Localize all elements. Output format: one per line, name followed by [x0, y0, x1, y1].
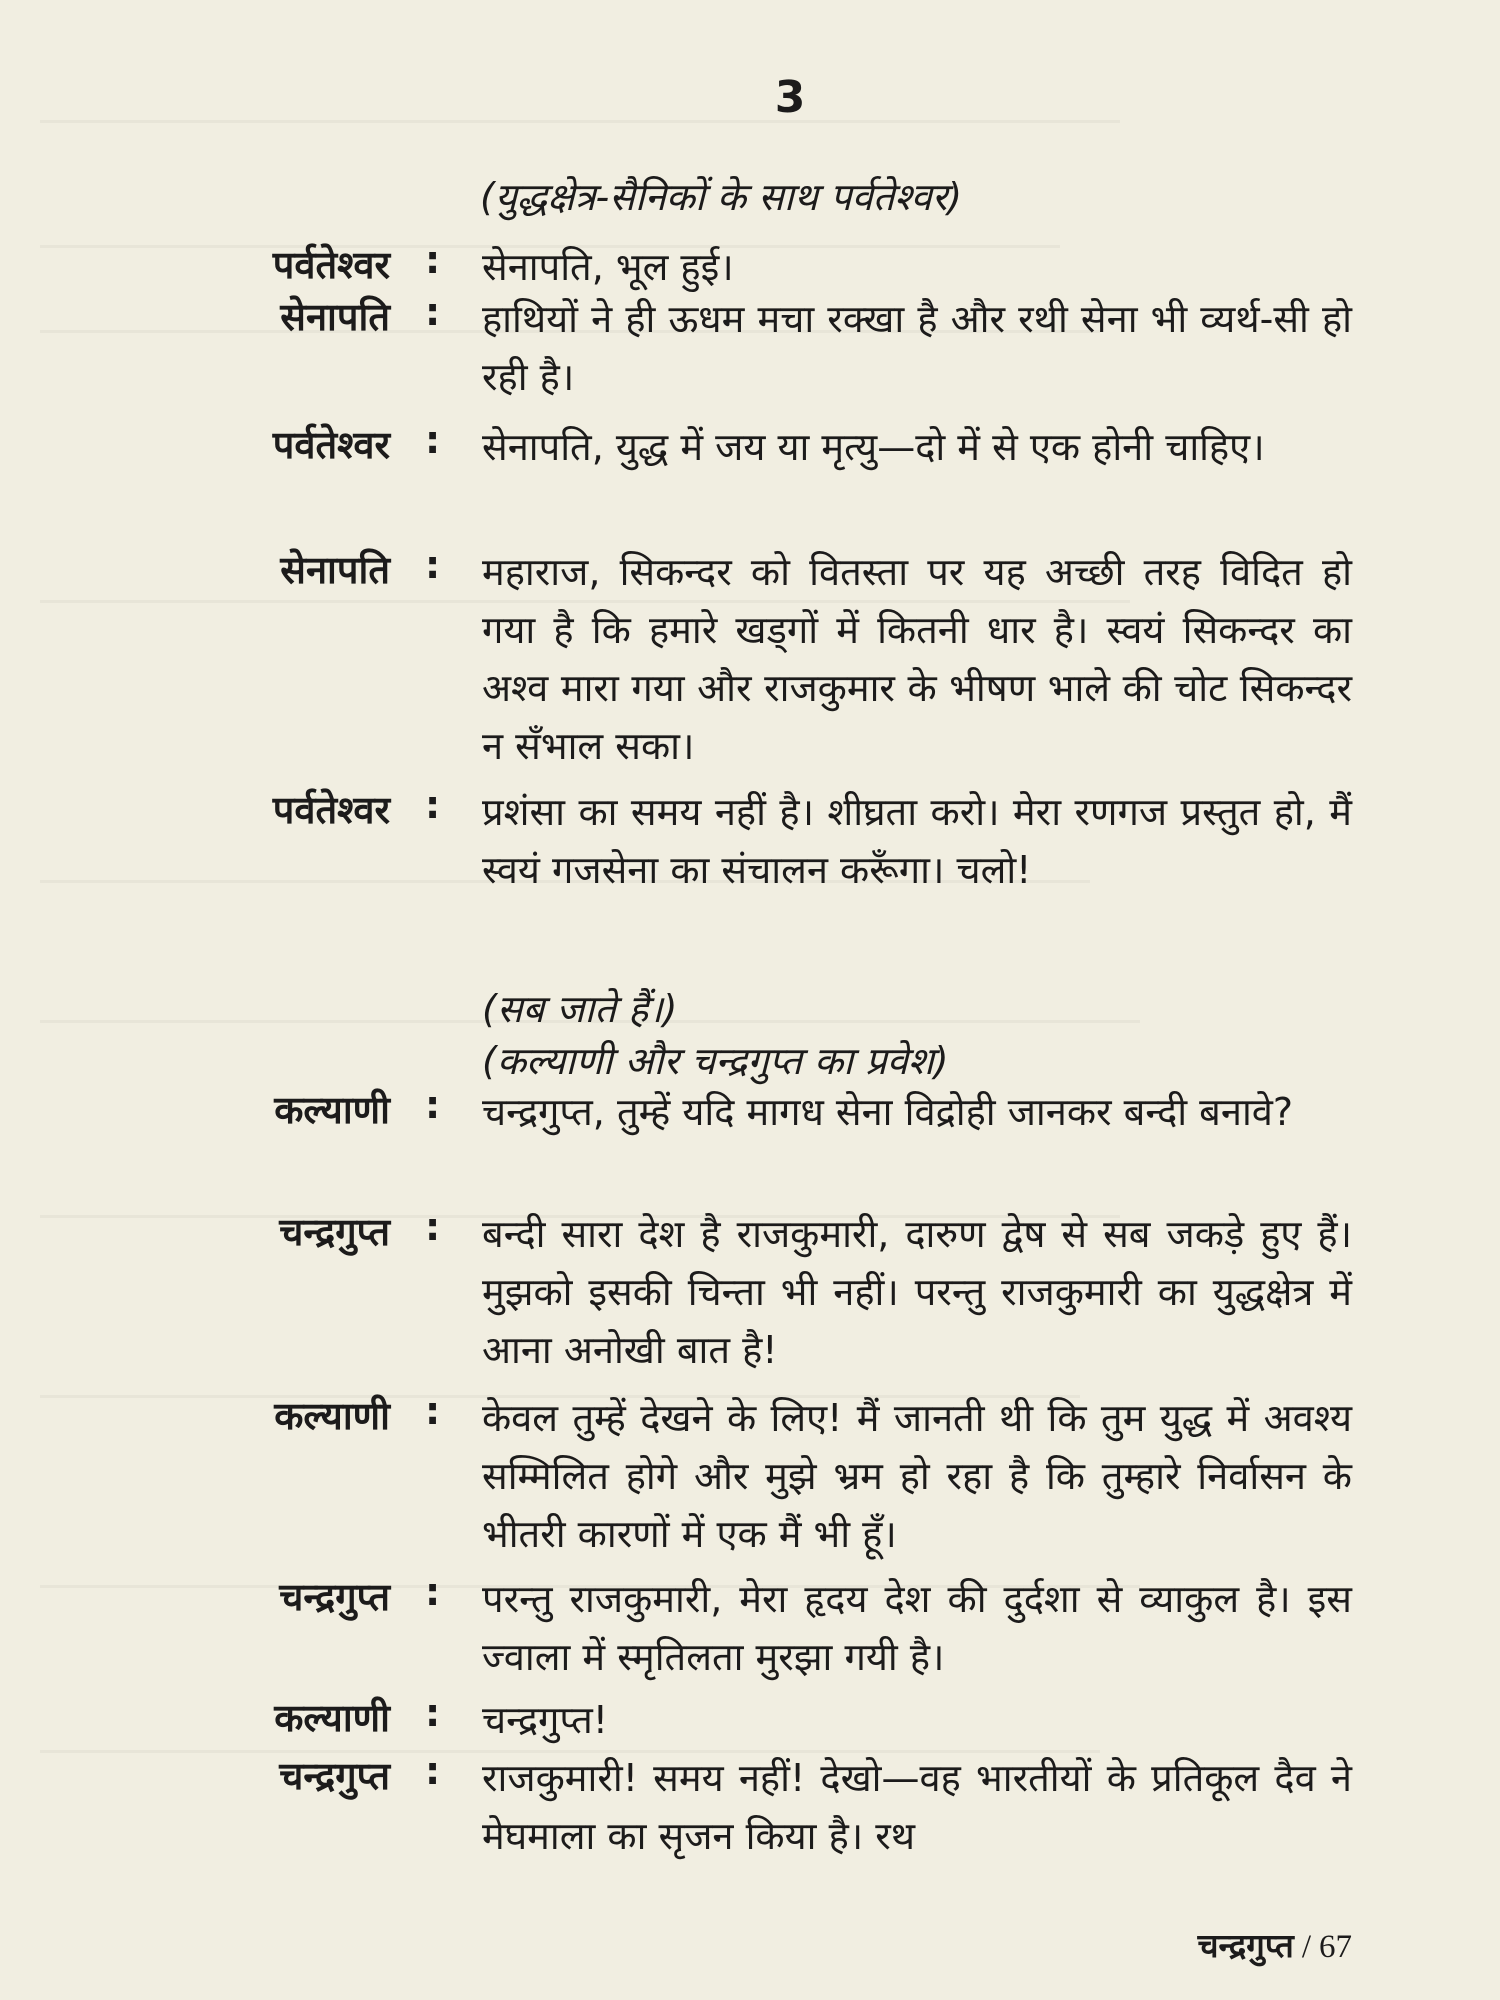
speaker-name: चन्द्रगुप्त [279, 1754, 390, 1798]
speaker-name: चन्द्रगुप्त [279, 1575, 390, 1619]
dialogue-text: केवल तुम्हें देखने के लिए! मैं जानती थी कि तुम युद्ध में अवश्य सम्मिलित होगे और मुझे भ्रम हो रहा है कि तुम्हारे निर्वासन के भीतरी कारणों में एक मैं भी हूँ। [482, 1396, 1352, 1556]
dialogue-text: परन्तु राजकुमारी, मेरा हृदय देश की दुर्दशा से व्याकुल है। इस ज्वाला में स्मृतिलता मुरझा गयी है। [482, 1577, 1352, 1679]
speaker-separator: : [425, 1205, 441, 1249]
speaker-name: सेनापति [280, 295, 390, 339]
dialogue-text: महाराज, सिकन्दर को वितस्ता पर यह अच्छी तरह विदित हो गया है कि हमारे खड्गों में कितनी धार है। स्वयं सिकन्दर का अश्व मारा गया और राजकुमार के भीषण भाले की चोट सिकन्दर न सँभाल सका। [482, 550, 1352, 768]
speaker-separator: : [425, 1083, 441, 1127]
speaker-name: पर्वतेश्वर [272, 788, 390, 832]
speaker-name: कल्याणी [274, 1394, 390, 1438]
footer-book-title: चन्द्रगुप्त [1197, 1926, 1294, 1965]
speaker-separator: : [425, 1691, 441, 1735]
dialogue-text: चन्द्रगुप्त, तुम्हें यदि मागध सेना विद्रोही जानकर बन्दी बनावे? [482, 1090, 1294, 1134]
dialogue-text: सेनापति, भूल हुई। [482, 245, 734, 289]
dialogue-text: सेनापति, युद्ध में जय या मृत्यु—दो में से एक होनी चाहिए। [482, 425, 1265, 469]
speaker-name: सेनापति [280, 548, 390, 592]
speaker-name: कल्याणी [274, 1088, 390, 1132]
dialogue-text: हाथियों ने ही ऊधम मचा रक्खा है और रथी सेना भी व्यर्थ-सी हो रही है। [482, 297, 1352, 399]
dialogue-text: प्रशंसा का समय नहीं है। शीघ्रता करो। मेरा रणगज प्रस्तुत हो, मैं स्वयं गजसेना का संचालन करूँगा। चलो! [482, 790, 1352, 892]
stage-direction-exit: (सब जाते हैं।) [482, 987, 678, 1031]
speaker-separator: : [425, 1570, 441, 1614]
speaker-separator: : [425, 290, 441, 334]
speaker-separator: : [425, 238, 441, 282]
running-footer [1198, 1922, 1352, 1967]
dialogue-text: राजकुमारी! समय नहीं! देखो—वह भारतीयों के प्रतिकूल दैव ने मेघमाला का सृजन किया है। रथ [482, 1756, 1352, 1858]
speaker-name: पर्वतेश्वर [272, 423, 390, 467]
dialogue-text: चन्द्रगुप्त! [482, 1698, 609, 1742]
speaker-separator: : [425, 1389, 441, 1433]
speaker-separator: : [425, 783, 441, 827]
speaker-separator: : [425, 418, 441, 462]
page-number: 67 [1319, 1929, 1352, 1965]
speaker-separator: : [425, 1749, 441, 1793]
scene-number: 3 [774, 72, 806, 123]
footer-separator: / [1301, 1929, 1311, 1965]
speaker-name: कल्याणी [274, 1696, 390, 1740]
speaker-separator: : [425, 543, 441, 587]
dialogue-text: बन्दी सारा देश है राजकुमारी, दारुण द्वेष से सब जकड़े हुए हैं। मुझको इसकी चिन्ता भी नहीं। परन्तु राजकुमारी का युद्धक्षेत्र में आना अनोखी बात है! [482, 1212, 1352, 1372]
stage-direction-opening: (युद्धक्षेत्र-सैनिकों के साथ पर्वतेश्वर) [480, 175, 963, 219]
speaker-name: चन्द्रगुप्त [279, 1210, 390, 1254]
stage-direction-entrance: (कल्याणी और चन्द्रगुप्त का प्रवेश) [482, 1039, 949, 1083]
speaker-name: पर्वतेश्वर [272, 243, 390, 287]
